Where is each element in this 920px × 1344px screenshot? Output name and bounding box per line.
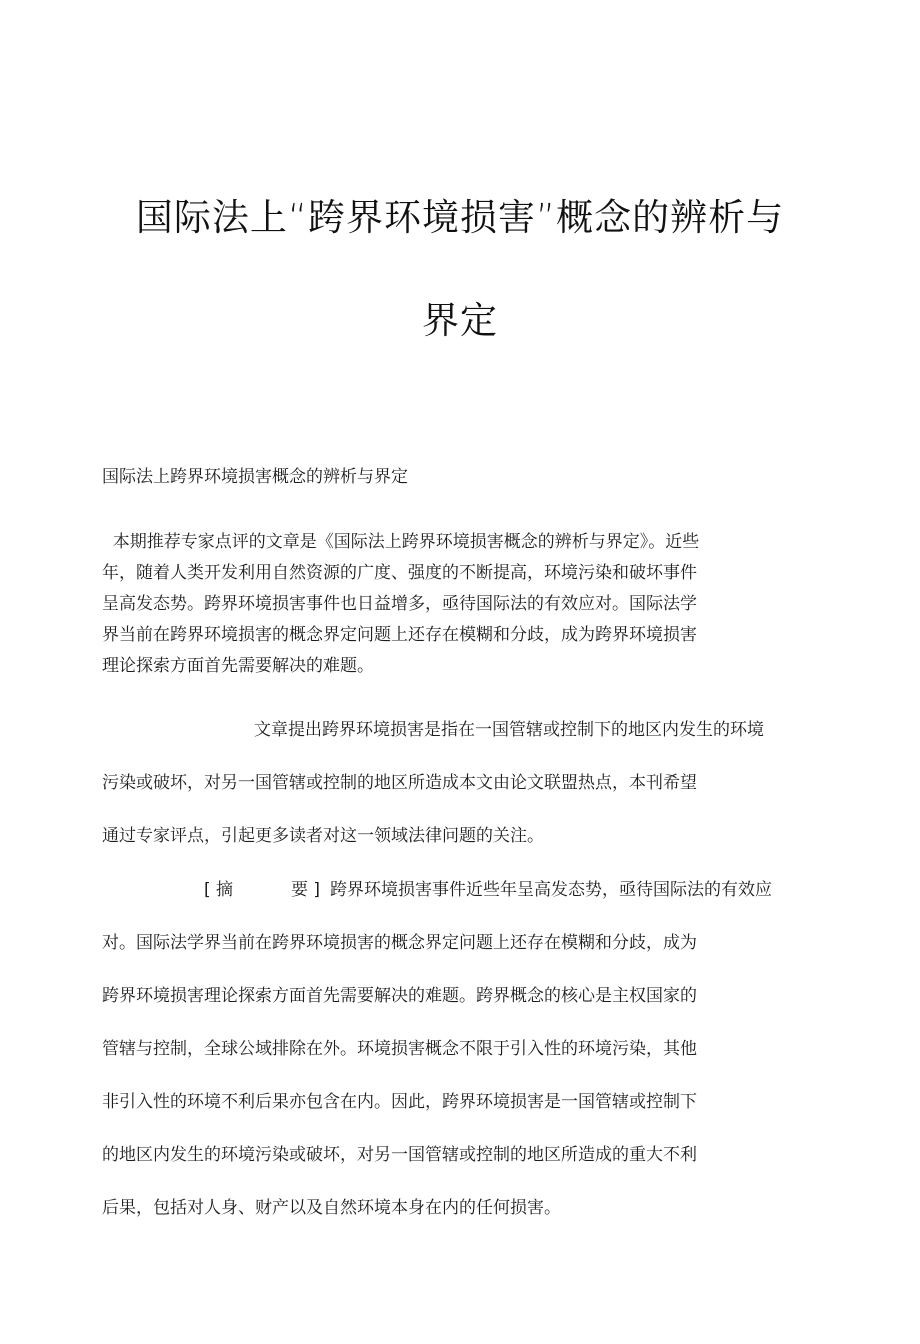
abstract-label-open: [ 摘: [204, 880, 234, 900]
paragraph-line: 污染或破坏，对另一国管辖或控制的地区所造成本文由论文联盟热点，本刊希望: [102, 773, 697, 793]
page-title-line-2: 界定: [422, 299, 498, 342]
subtitle: 国际法上跨界环境损害概念的辨析与界定: [102, 467, 408, 487]
abstract-line: 管辖与控制，全球公域排除在外。环境损害概念不限于引入性的环境污染，其他: [102, 1039, 697, 1059]
intro-line: 理论探索方面首先需要解决的难题。: [102, 656, 374, 676]
intro-line: 界当前在跨界环境损害的概念界定问题上还存在模糊和分歧，成为跨界环境损害: [102, 625, 697, 645]
abstract-line: 对。国际法学界当前在跨界环境损害的概念界定问题上还存在模糊和分歧，成为: [102, 933, 697, 953]
abstract-label-close: 要 ]: [291, 880, 321, 900]
abstract-line: 非引入性的环境不利后果亦包含在内。因此，跨界环境损害是一国管辖或控制下: [102, 1092, 697, 1112]
intro-line: 本期推荐专家点评的文章是《国际法上跨界环境损害概念的辨析与界定》。近些: [102, 532, 700, 552]
intro-line: 年，随着人类开发利用自然资源的广度、强度的不断提高，环境污染和破坏事件: [102, 563, 697, 583]
abstract-line: 后果，包括对人身、财产以及自然环境本身在内的任何损害。: [102, 1198, 561, 1218]
paragraph-line: 文章提出跨界环境损害是指在一国管辖或控制下的地区内发生的环境: [254, 720, 764, 740]
page-title-line-1: 国际法上“跨界环境损害”概念的辨析与: [135, 196, 785, 239]
paragraph-line: 通过专家评点，引起更多读者对这一领域法律问题的关注。: [102, 826, 544, 846]
abstract-line: 跨界环境损害事件近些年呈高发态势，亟待国际法的有效应: [330, 880, 772, 900]
intro-line: 呈高发态势。跨界环境损害事件也日益增多，亟待国际法的有效应对。国际法学: [102, 594, 697, 614]
abstract-line: 的地区内发生的环境污染或破坏，对另一国管辖或控制的地区所造成的重大不利: [102, 1145, 697, 1165]
abstract-line: 跨界环境损害理论探索方面首先需要解决的难题。跨界概念的核心是主权国家的: [102, 986, 697, 1006]
